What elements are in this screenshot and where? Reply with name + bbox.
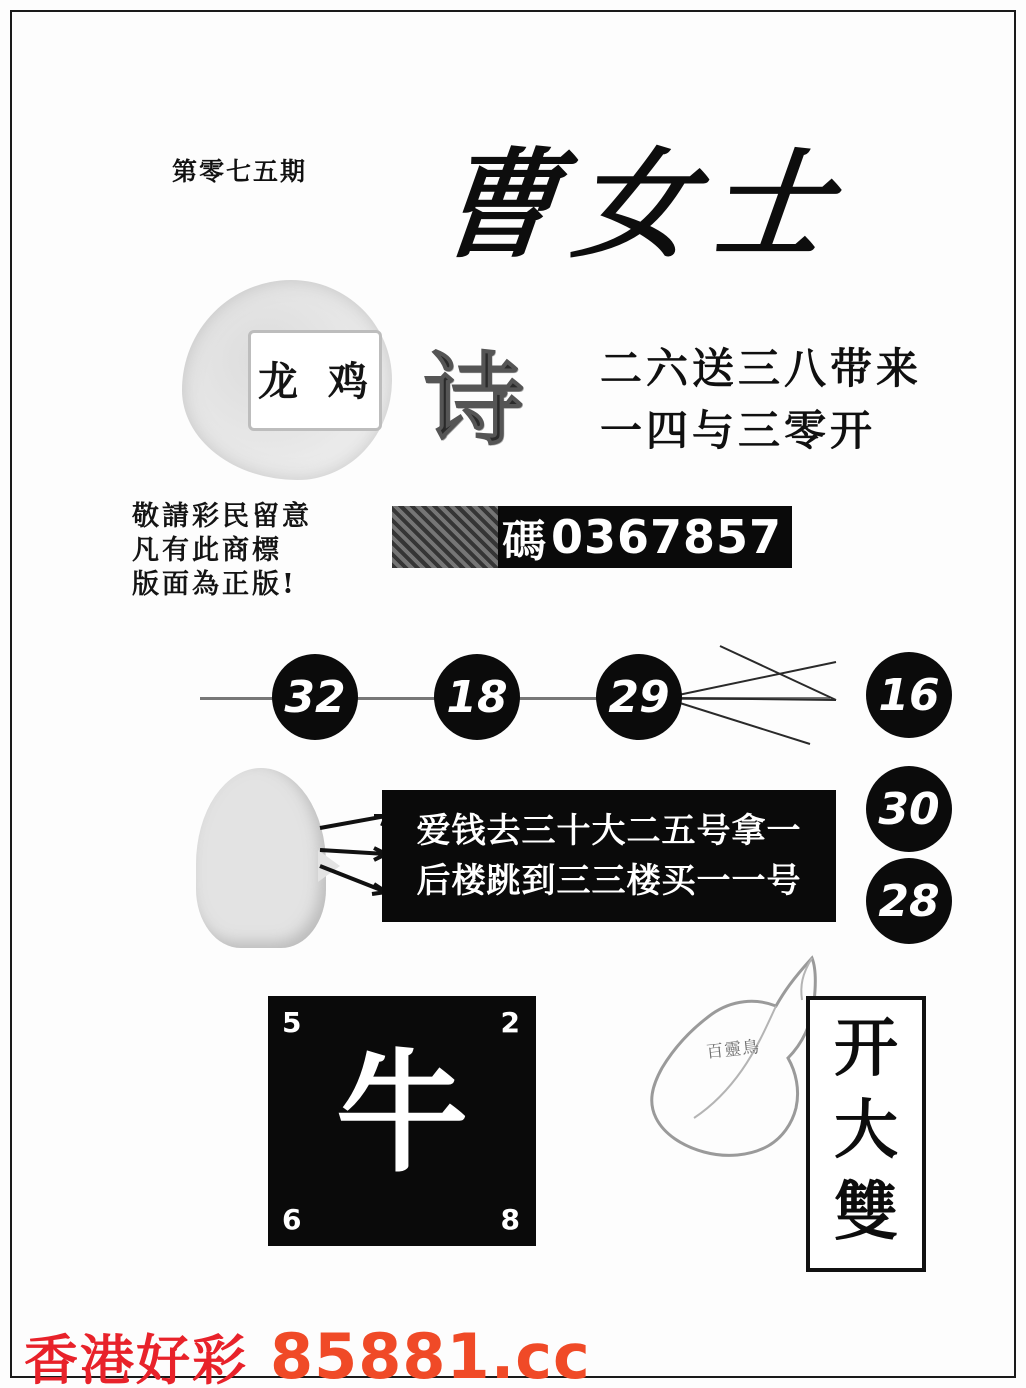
arrow-fan-icon <box>660 640 840 760</box>
notice-line-3: 版面為正版! <box>132 569 297 600</box>
head-silhouette-icon <box>196 768 326 948</box>
lottery-ball: 32 <box>272 654 358 740</box>
speech-message-box <box>382 790 836 922</box>
issue-label: 第零七五期 <box>172 157 308 186</box>
poem-character: 诗 <box>424 341 524 459</box>
code-word-label: 碼 <box>502 516 547 567</box>
lottery-ball: 30 <box>866 766 952 852</box>
lottery-ball: 28 <box>866 858 952 944</box>
notice-line-1: 敬請彩民留意 <box>132 501 312 532</box>
seal-center-character: 牛 <box>336 1036 468 1191</box>
authenticity-notice <box>132 500 312 602</box>
bird-outline-icon <box>616 940 836 1190</box>
speech-line-2: 后楼跳到三三楼买一一号 <box>416 861 802 901</box>
footer-url[interactable]: 85881.cc <box>270 1320 591 1388</box>
poem-line-2: 一四与三零开 <box>600 406 877 455</box>
footer-brand: 香港好彩 <box>24 1329 248 1388</box>
speech-line-1: 爱钱去三十大二五号拿一 <box>416 811 802 851</box>
code-value-box <box>498 506 792 568</box>
animal-seal-box <box>268 996 536 1246</box>
lottery-ball: 18 <box>434 654 520 740</box>
lottery-ball: 29 <box>596 654 682 740</box>
seal-corner-top-right: 2 <box>500 1006 520 1039</box>
seal-corner-bottom-right: 8 <box>500 1203 520 1236</box>
prediction-vertical-box <box>806 996 926 1272</box>
poem-line-1: 二六送三八带来 <box>600 344 923 393</box>
prediction-vertical-text: 开 大 雙 <box>834 1011 898 1250</box>
code-number: 0367857 <box>551 510 783 564</box>
seal-corner-bottom-left: 6 <box>282 1203 302 1236</box>
code-strip <box>392 506 792 568</box>
footer <box>24 1318 591 1388</box>
notice-line-2: 凡有此商標 <box>132 535 282 566</box>
seal-corner-top-left: 5 <box>282 1006 302 1039</box>
brand-title: 曹女士 <box>431 135 855 274</box>
poem-lines <box>600 338 922 462</box>
bird-label: 百靈鳥 <box>705 1037 762 1063</box>
zodiac-hint-label: 龙 鸡 <box>258 358 376 405</box>
lottery-ball: 16 <box>866 652 952 738</box>
code-texture-block <box>392 506 498 568</box>
